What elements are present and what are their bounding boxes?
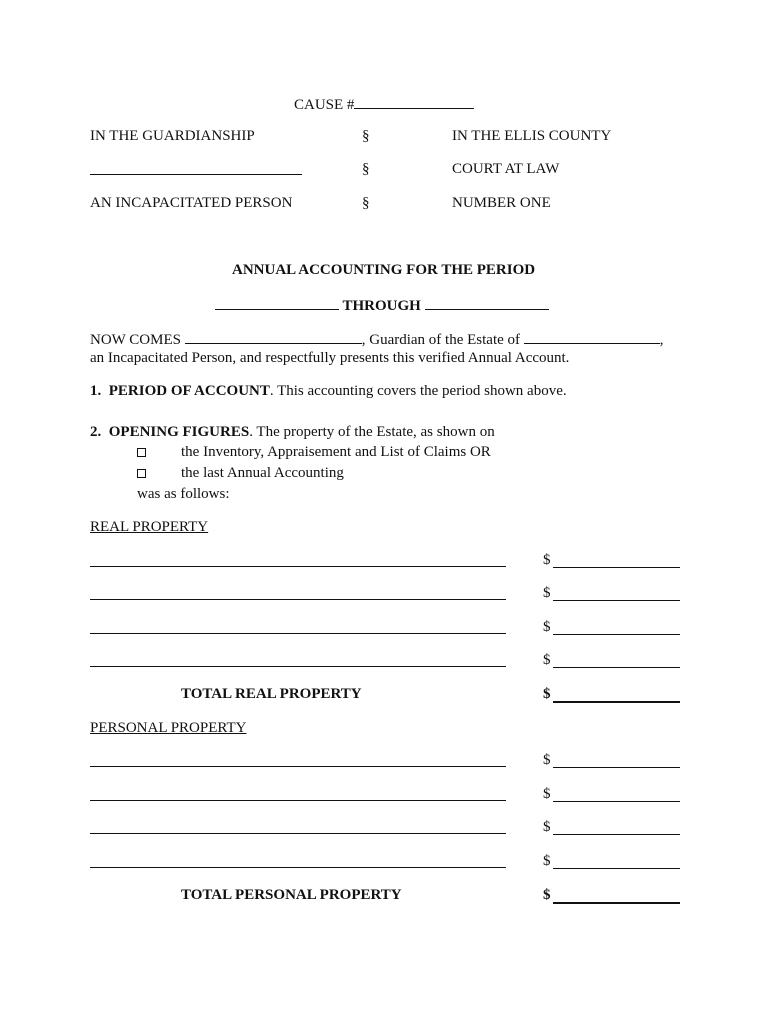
- dollar-sign: $: [543, 552, 551, 568]
- document-title: ANNUAL ACCOUNTING FOR THE PERIOD: [232, 262, 536, 278]
- section-heading: PERIOD OF ACCOUNT: [108, 383, 270, 399]
- real-property-item-blank[interactable]: [90, 599, 506, 600]
- last-accounting-checkbox[interactable]: [137, 469, 146, 478]
- real-property-item-blank[interactable]: [90, 566, 506, 567]
- personal-property-amount[interactable]: [543, 752, 680, 768]
- dollar-sign: $: [543, 686, 551, 702]
- section-number: 1.: [90, 383, 102, 399]
- was-as-follows: was as follows:: [137, 486, 230, 502]
- real-property-amount[interactable]: [543, 652, 680, 668]
- total-real-property-label: TOTAL REAL PROPERTY: [181, 686, 362, 702]
- option-last-accounting-label: the last Annual Accounting: [181, 465, 344, 481]
- court-name-line3: NUMBER ONE: [452, 195, 551, 211]
- personal-property-item-blank[interactable]: [90, 766, 506, 767]
- dollar-sign: $: [543, 752, 551, 768]
- section-symbol: §: [362, 161, 370, 177]
- dollar-sign: $: [543, 585, 551, 601]
- intro-line1: [90, 329, 664, 349]
- section-text: . The property of the Estate, as shown on: [249, 424, 495, 440]
- comma: ,: [659, 332, 664, 348]
- period-start-blank[interactable]: [215, 295, 339, 310]
- now-comes-label: NOW COMES: [90, 332, 181, 348]
- estate-name-blank[interactable]: [524, 329, 660, 344]
- inventory-checkbox[interactable]: [137, 448, 146, 457]
- option-inventory: [137, 444, 146, 461]
- period-line: [215, 295, 549, 315]
- personal-property-item-blank[interactable]: [90, 800, 506, 801]
- section-opening-figures: [90, 424, 495, 441]
- section-heading: OPENING FIGURES: [108, 424, 250, 440]
- caption-left-line3: AN INCAPACITATED PERSON: [90, 195, 293, 211]
- section-period-of-account: [90, 383, 567, 400]
- dollar-sign: $: [543, 786, 551, 802]
- guardian-name-blank[interactable]: [185, 329, 362, 344]
- real-property-item-blank[interactable]: [90, 633, 506, 634]
- personal-property-amount[interactable]: [543, 853, 680, 869]
- caption-left-line1: IN THE GUARDIANSHIP: [90, 128, 255, 144]
- real-property-heading: REAL PROPERTY: [90, 519, 209, 535]
- total-personal-property-label: TOTAL PERSONAL PROPERTY: [181, 887, 402, 903]
- real-property-amount[interactable]: [543, 619, 680, 635]
- total-personal-property-amount[interactable]: [543, 887, 680, 903]
- section-text: . This accounting covers the period shown above.: [269, 383, 567, 399]
- personal-property-amount[interactable]: [543, 819, 680, 835]
- dollar-sign: $: [543, 819, 551, 835]
- total-real-property-amount[interactable]: [543, 686, 680, 702]
- dollar-sign: $: [543, 853, 551, 869]
- cause-number-field: [294, 94, 474, 114]
- cause-number-blank[interactable]: [354, 94, 474, 109]
- through-label: THROUGH: [342, 298, 421, 314]
- section-symbol: §: [362, 195, 370, 211]
- dollar-sign: $: [543, 619, 551, 635]
- intro-line2: an Incapacitated Person, and respectfully presents this verified Annual Account.: [90, 350, 570, 366]
- cause-label: CAUSE #: [294, 97, 355, 113]
- dollar-sign: $: [543, 887, 551, 903]
- guardian-of-label: , Guardian of the Estate of: [361, 332, 521, 348]
- real-property-amount[interactable]: [543, 585, 680, 601]
- real-property-amount[interactable]: [543, 552, 680, 568]
- personal-property-heading: PERSONAL PROPERTY: [90, 720, 247, 736]
- period-end-blank[interactable]: [425, 295, 549, 310]
- personal-property-item-blank[interactable]: [90, 867, 506, 868]
- section-symbol: §: [362, 128, 370, 144]
- option-last-accounting: [137, 465, 146, 482]
- court-name-line1: IN THE ELLIS COUNTY: [452, 128, 612, 144]
- option-inventory-label: the Inventory, Appraisement and List of Claims OR: [181, 444, 491, 460]
- section-number: 2.: [90, 424, 102, 440]
- personal-property-amount[interactable]: [543, 786, 680, 802]
- court-name-line2: COURT AT LAW: [452, 161, 560, 177]
- ward-name-blank[interactable]: [90, 174, 302, 175]
- personal-property-item-blank[interactable]: [90, 833, 506, 834]
- real-property-item-blank[interactable]: [90, 666, 506, 667]
- dollar-sign: $: [543, 652, 551, 668]
